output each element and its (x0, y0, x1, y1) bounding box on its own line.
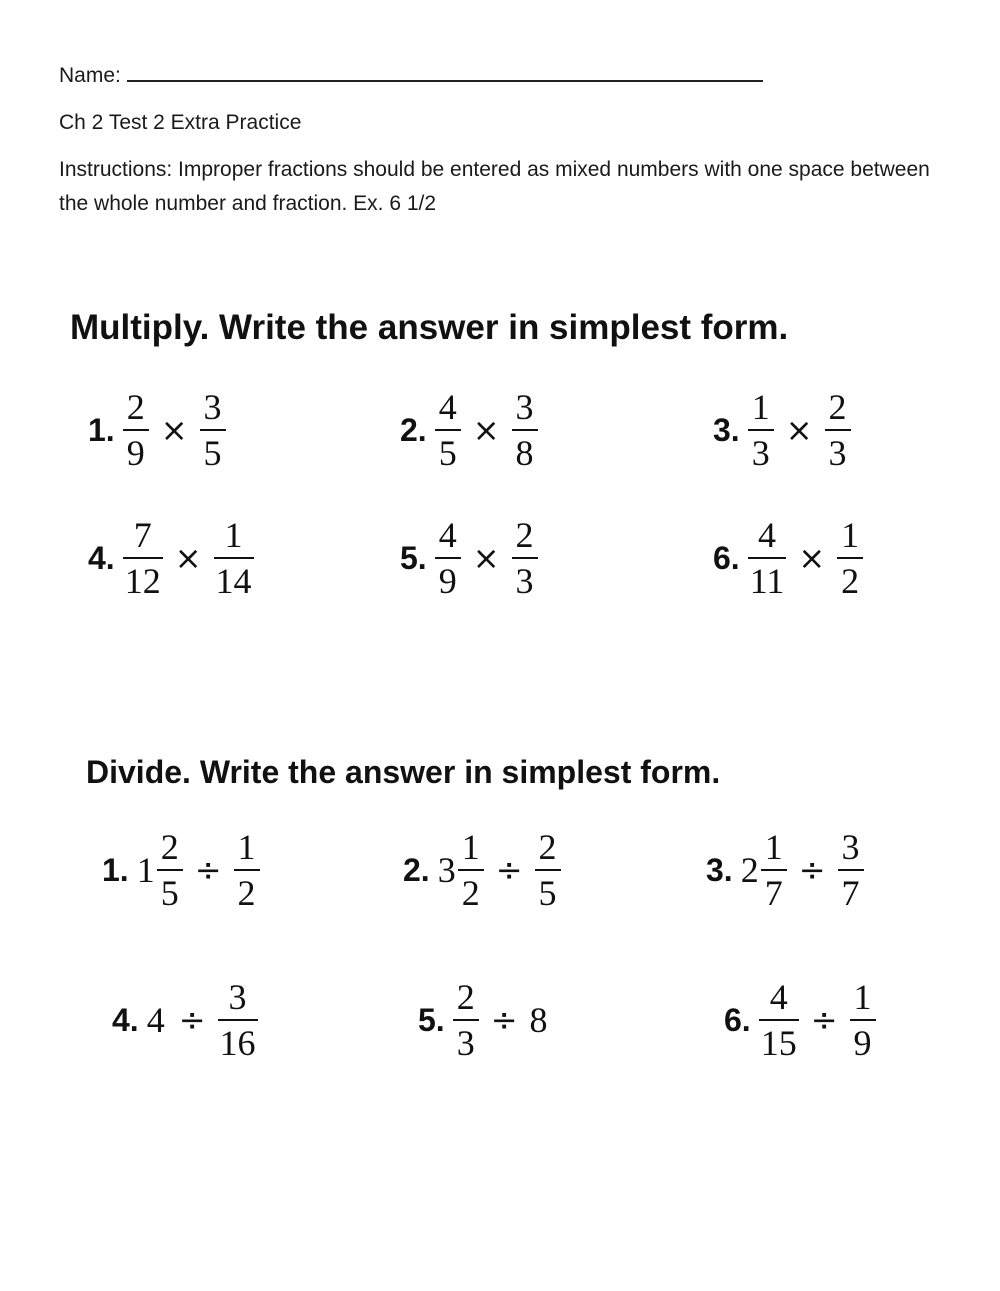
mixed-number-a (438, 828, 484, 912)
problem-number: 2. (400, 411, 427, 448)
divide-operator: ÷ (194, 851, 222, 889)
divide-problem-4 (112, 970, 258, 1070)
problem-number: 2. (403, 851, 430, 888)
problem-number: 3. (713, 411, 740, 448)
fraction-a (759, 978, 799, 1062)
problem-number: 4. (112, 1001, 139, 1038)
denominator: 7 (841, 873, 860, 913)
fraction-a (435, 388, 461, 472)
fraction-b (512, 388, 538, 472)
numerator: 2 (456, 977, 475, 1017)
numerator: 2 (126, 387, 145, 427)
fraction-a (435, 516, 461, 600)
divide-problem-3 (706, 820, 864, 920)
whole-number: 2 (740, 850, 759, 890)
fraction-b (838, 828, 864, 912)
fraction-b (825, 388, 851, 472)
fraction-b (218, 978, 258, 1062)
denominator: 11 (749, 561, 785, 601)
numerator: 2 (538, 827, 557, 867)
divide-operator: ÷ (490, 1001, 518, 1039)
denominator: 3 (751, 433, 770, 473)
multiply-section-title: Multiply. Write the answer in simplest form. (70, 308, 789, 347)
problem-number: 6. (724, 1001, 751, 1038)
divide-operator: ÷ (810, 1001, 838, 1039)
numerator: 1 (237, 827, 256, 867)
numerator: 1 (764, 827, 783, 867)
multiply-problem-2 (400, 380, 538, 480)
multiply-problem-3 (713, 380, 851, 480)
divide-problem-5 (418, 970, 550, 1070)
numerator: 1 (841, 515, 860, 555)
divide-operator: ÷ (495, 851, 523, 889)
denominator: 2 (461, 873, 480, 913)
numerator: 1 (751, 387, 770, 427)
denominator: 8 (515, 433, 534, 473)
denominator: 16 (219, 1023, 256, 1063)
denominator: 3 (515, 561, 534, 601)
worksheet-subtitle: Ch 2 Test 2 Extra Practice (59, 111, 302, 134)
denominator: 7 (764, 873, 783, 913)
fraction-a (748, 516, 787, 600)
multiply-problem-1 (88, 380, 226, 480)
numerator: 3 (515, 387, 534, 427)
divide-problem-1 (102, 820, 260, 920)
numerator: 4 (769, 977, 788, 1017)
fraction-b (837, 516, 863, 600)
name-field[interactable] (59, 58, 763, 93)
times-operator: × (160, 411, 188, 449)
divide-problem-2 (403, 820, 561, 920)
times-operator: × (798, 539, 826, 577)
fraction-b (535, 828, 561, 912)
problem-number: 1. (102, 851, 129, 888)
denominator: 14 (215, 561, 252, 601)
mixed-number-a (137, 828, 183, 912)
numerator: 1 (461, 827, 480, 867)
divide-operator: ÷ (178, 1001, 206, 1039)
denominator: 15 (760, 1023, 797, 1063)
times-operator: × (174, 539, 202, 577)
divide-section-title: Divide. Write the answer in simplest form. (86, 754, 721, 790)
name-label: Name: (59, 64, 121, 87)
fraction-a (748, 388, 774, 472)
denominator: 2 (841, 561, 860, 601)
problem-number: 4. (88, 539, 115, 576)
whole-number: 3 (437, 850, 456, 890)
multiply-problem-5 (400, 508, 538, 608)
fraction-a (761, 828, 787, 912)
numerator: 3 (228, 977, 247, 1017)
numerator: 4 (438, 515, 457, 555)
denominator: 3 (828, 433, 847, 473)
times-operator: × (785, 411, 813, 449)
numerator: 1 (853, 977, 872, 1017)
fraction-a (458, 828, 484, 912)
numerator: 4 (438, 387, 457, 427)
denominator: 5 (438, 433, 457, 473)
denominator: 3 (456, 1023, 475, 1063)
instructions-text: Instructions: Improper fractions should be entered as mixed numbers with one space between the whole number and fraction. Ex. 6 1/2 (59, 158, 930, 215)
denominator: 9 (853, 1023, 872, 1063)
denominator: 12 (124, 561, 161, 601)
fraction-a (123, 516, 163, 600)
problem-number: 1. (88, 411, 115, 448)
fraction-b (200, 388, 226, 472)
numerator: 3 (841, 827, 860, 867)
numerator: 2 (828, 387, 847, 427)
whole-number: 1 (136, 850, 155, 890)
times-operator: × (472, 411, 500, 449)
multiply-problem-4 (88, 508, 254, 608)
denominator: 5 (203, 433, 222, 473)
numerator: 4 (758, 515, 777, 555)
problem-number: 5. (418, 1001, 445, 1038)
denominator: 9 (438, 561, 457, 601)
denominator: 2 (237, 873, 256, 913)
fraction-a (123, 388, 149, 472)
divide-problem-6 (724, 970, 876, 1070)
fraction-b (214, 516, 254, 600)
whole-number: 4 (146, 1000, 165, 1040)
numerator: 1 (224, 515, 243, 555)
mixed-number-a (741, 828, 787, 912)
denominator: 5 (538, 873, 557, 913)
fraction-b (234, 828, 260, 912)
name-underline[interactable] (127, 58, 763, 82)
numerator: 3 (203, 387, 222, 427)
problem-number: 3. (706, 851, 733, 888)
fraction-a (157, 828, 183, 912)
numerator: 2 (160, 827, 179, 867)
multiply-problem-6 (713, 508, 863, 608)
numerator: 7 (133, 515, 152, 555)
denominator: 9 (126, 433, 145, 473)
fraction-a (453, 978, 479, 1062)
fraction-b (512, 516, 538, 600)
times-operator: × (472, 539, 500, 577)
whole-number: 8 (529, 1000, 548, 1040)
problem-number: 5. (400, 539, 427, 576)
denominator: 5 (160, 873, 179, 913)
fraction-b (850, 978, 876, 1062)
numerator: 2 (515, 515, 534, 555)
problem-number: 6. (713, 539, 740, 576)
divide-operator: ÷ (798, 851, 826, 889)
